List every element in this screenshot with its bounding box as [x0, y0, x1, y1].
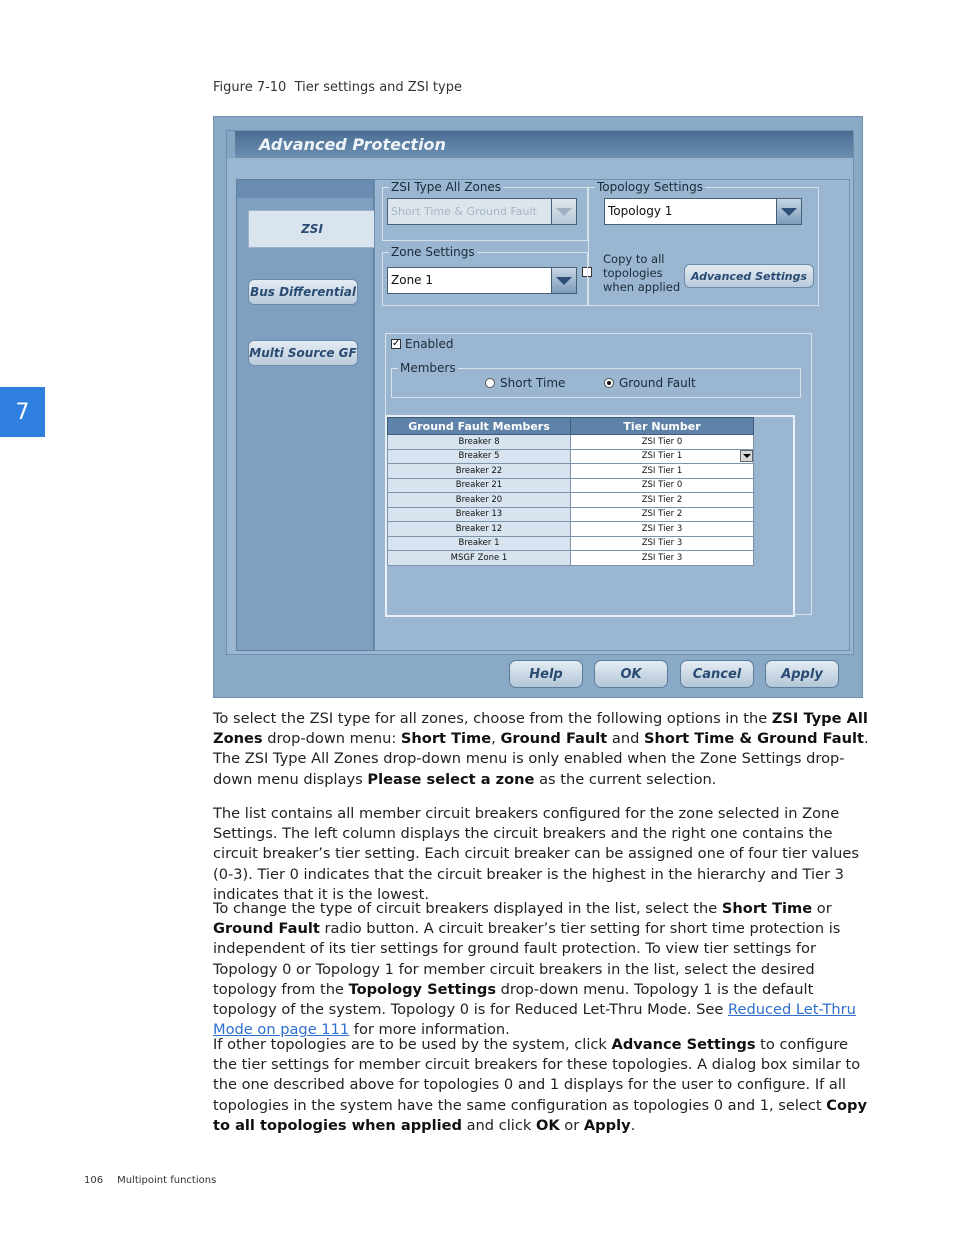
- table-row[interactable]: [388, 507, 754, 522]
- advanced-protection-dialog: [213, 116, 863, 698]
- dialog-body: [226, 130, 854, 655]
- topology-dropdown[interactable]: [604, 198, 802, 225]
- paragraph-1: [213, 709, 873, 790]
- copy-to-all-line-2: topologies: [603, 266, 663, 280]
- ok-button[interactable]: OK: [594, 660, 668, 688]
- members-group: [391, 361, 801, 398]
- nav-panel: [236, 179, 374, 651]
- section-name: Multipoint functions: [117, 1175, 217, 1186]
- tier-cell[interactable]: ZSI Tier 2: [571, 507, 754, 522]
- chapter-tab: 7: [0, 387, 45, 437]
- grid-header-members: Ground Fault Members: [388, 418, 571, 435]
- bold-term: Ground Fault: [500, 730, 608, 748]
- bus-differential-button[interactable]: Bus Differential: [248, 279, 358, 305]
- paragraph-3: [213, 899, 873, 1040]
- text: . The ZSI Type All Zones drop-down menu is only enabled when the Zone Settings drop-down menu displays: [213, 730, 869, 788]
- member-cell: Breaker 13: [388, 507, 571, 522]
- text: to configure the tier settings for member circuit breakers for these topologies. A dialog box similar to the one described above for topologies 0 and 1 displays for the user to configure. If all topologies in the system have the same configuration as topologies 0 and 1, select: [213, 1036, 861, 1114]
- tier-cell-value: ZSI Tier 1: [641, 451, 683, 462]
- bold-term: Apply: [583, 1116, 631, 1134]
- chevron-down-icon[interactable]: [740, 450, 753, 462]
- topology-settings-group: [588, 180, 819, 306]
- enabled-label: Enabled: [405, 337, 454, 351]
- enabled-checkbox[interactable]: ✓: [392, 338, 401, 349]
- grid-header-tier: Tier Number: [571, 418, 754, 435]
- nav-top-strip: [237, 180, 373, 198]
- copy-to-all-line-3: when applied: [603, 280, 681, 294]
- tier-cell[interactable]: ZSI Tier 3: [571, 522, 754, 537]
- bold-term: OK: [535, 1116, 560, 1134]
- zsi-type-group: [382, 180, 588, 241]
- short-time-label: Short Time: [500, 376, 566, 390]
- table-row[interactable]: [388, 522, 754, 537]
- text: drop-down menu:: [262, 730, 401, 748]
- table-row[interactable]: [388, 449, 754, 464]
- bold-term: Short Time & Ground Fault: [644, 730, 864, 748]
- tier-cell[interactable]: ZSI Tier 2: [571, 493, 754, 508]
- text: radio button. A circuit breaker’s tier setting for short time protection is independent of its tier settings for ground fault protection. To view tier settings for Topology 0 or Topology 1 for member circuit breakers in the list, select the desired topology from the: [213, 920, 841, 998]
- table-row[interactable]: [388, 536, 754, 551]
- bold-term: Short Time: [400, 730, 492, 748]
- zsi-content-panel: [374, 179, 850, 651]
- bold-term: Topology Settings: [348, 980, 497, 998]
- grid-header-row: [388, 418, 754, 435]
- advanced-settings-button[interactable]: Advanced Settings: [684, 264, 814, 288]
- nav-tab-zsi[interactable]: ZSI: [248, 210, 376, 248]
- member-cell: Breaker 1: [388, 536, 571, 551]
- topology-settings-label: Topology Settings: [597, 180, 704, 194]
- zone-value: Zone 1: [391, 273, 433, 287]
- member-cell: MSGF Zone 1: [388, 551, 571, 566]
- bold-term: Short Time: [721, 900, 813, 917]
- figure-number: Figure 7-10: [213, 80, 287, 95]
- text: .: [630, 1116, 636, 1134]
- member-cell: Breaker 12: [388, 522, 571, 537]
- cancel-button[interactable]: Cancel: [680, 660, 754, 688]
- zone-dropdown[interactable]: [387, 267, 577, 294]
- members-grid: [387, 417, 754, 566]
- tier-cell-editing[interactable]: [571, 449, 754, 464]
- ground-fault-radio[interactable]: [604, 378, 614, 388]
- table-row[interactable]: [388, 464, 754, 479]
- zone-settings-group: [382, 245, 588, 306]
- short-time-radio[interactable]: [485, 378, 495, 388]
- members-label: Members: [400, 361, 456, 375]
- bold-term: ZSI Type All Zones: [213, 710, 868, 748]
- text: as the current selection.: [534, 770, 717, 788]
- bold-term: Advance Settings: [611, 1036, 756, 1053]
- zone-settings-label: Zone Settings: [391, 245, 475, 259]
- page-footer: [84, 1175, 216, 1186]
- help-button[interactable]: Help: [509, 660, 583, 688]
- cross-reference-link[interactable]: Reduced Let-Thru Mode on page 111: [213, 1001, 856, 1039]
- page-number: 106: [84, 1175, 104, 1186]
- bold-term: Ground Fault: [213, 920, 320, 938]
- text: and click: [461, 1116, 536, 1134]
- chevron-down-icon[interactable]: [776, 199, 801, 224]
- text: To select the ZSI type for all zones, choose from the following options in the: [213, 710, 772, 727]
- multi-source-gf-button[interactable]: Multi Source GF: [248, 340, 358, 366]
- tier-cell[interactable]: ZSI Tier 0: [571, 478, 754, 493]
- figure-caption: [213, 80, 462, 95]
- bold-term: Please select a zone: [367, 770, 535, 788]
- zsi-type-label: ZSI Type All Zones: [391, 180, 502, 194]
- copy-to-all-line-1: Copy to all: [603, 252, 665, 266]
- text: If other topologies are to be used by the system, click: [213, 1036, 612, 1053]
- tier-cell[interactable]: ZSI Tier 0: [571, 435, 754, 450]
- ground-fault-label: Ground Fault: [619, 376, 696, 390]
- topology-value: Topology 1: [608, 204, 673, 218]
- zsi-type-value: Short Time & Ground Fault: [391, 205, 537, 218]
- member-cell: Breaker 20: [388, 493, 571, 508]
- bold-term: Copy to all topologies when applied: [213, 1096, 867, 1134]
- text: or: [812, 900, 832, 917]
- text: To change the type of circuit breakers displayed in the list, select the: [213, 900, 722, 917]
- text: and: [607, 730, 645, 748]
- chevron-down-icon[interactable]: [551, 268, 576, 293]
- member-cell: Breaker 21: [388, 478, 571, 493]
- paragraph-4: [213, 1035, 873, 1136]
- chevron-down-icon[interactable]: [551, 199, 576, 224]
- tier-cell[interactable]: ZSI Tier 3: [571, 551, 754, 566]
- table-row[interactable]: [388, 478, 754, 493]
- tier-cell[interactable]: ZSI Tier 3: [571, 536, 754, 551]
- members-grid-frame: [385, 415, 795, 617]
- tier-cell[interactable]: ZSI Tier 1: [571, 464, 754, 479]
- text: ,: [491, 730, 501, 748]
- apply-button[interactable]: Apply: [765, 660, 839, 688]
- copy-to-all-label: [603, 252, 680, 294]
- text: for more information.: [349, 1021, 510, 1039]
- member-cell: Breaker 22: [388, 464, 571, 479]
- zsi-type-dropdown[interactable]: [387, 198, 577, 225]
- member-cell: Breaker 8: [388, 435, 571, 450]
- text: drop-down menu. Topology 1 is the default topology of the system. Topology 0 is for Reduced Let-Thru Mode. See: [213, 980, 814, 1019]
- text: or: [559, 1116, 584, 1134]
- figure-caption-text: Tier settings and ZSI type: [294, 80, 462, 95]
- paragraph-2: The list contains all member circuit breakers configured for the zone selected in Zone Settings. The left column displays the circuit breakers and the right one contains the circuit breaker’s tier setting. Each circuit breaker can be assigned one of four tier values (0-3). Tier 0 indicates that the circuit breaker is the highest in the hierarchy and Tier 3 indicates that it is the lowest.: [213, 805, 859, 903]
- dialog-title: Advanced Protection: [227, 131, 853, 158]
- member-cell: Breaker 5: [388, 449, 571, 464]
- table-row[interactable]: [388, 493, 754, 508]
- table-row[interactable]: [388, 435, 754, 450]
- table-row[interactable]: [388, 551, 754, 566]
